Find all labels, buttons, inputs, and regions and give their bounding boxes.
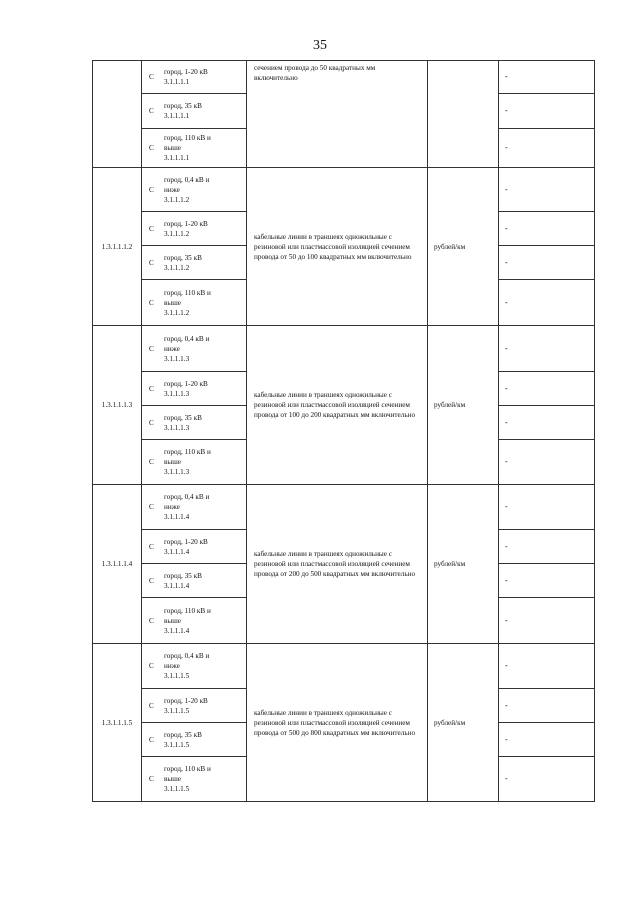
category-line: 3.1.1.1.3: [164, 389, 190, 398]
category-letter: С: [149, 662, 154, 670]
category-cell: [142, 564, 247, 598]
category-line: город, 0,4 кВ и: [164, 175, 210, 184]
value-cell: -: [499, 689, 595, 723]
category-letter: С: [149, 616, 154, 625]
category-line: 3.1.1.1.5: [164, 785, 190, 793]
category-line: город, 35 кВ: [164, 730, 202, 739]
category-line: 3.1.1.1.3: [164, 423, 190, 432]
category-letter: С: [149, 107, 154, 115]
category-cell: [142, 280, 247, 326]
category-letter: С: [149, 224, 154, 233]
category-line: 3.1.1.1.1: [164, 78, 190, 86]
page-number: 35: [313, 38, 327, 53]
category-cell: [142, 61, 247, 94]
table-row: [93, 168, 595, 212]
category-line: 3.1.1.1.3: [164, 468, 190, 476]
value-cell: -: [499, 644, 595, 689]
value-cell: -: [499, 280, 595, 326]
category-letter: С: [149, 458, 154, 466]
value-cell: -: [499, 168, 595, 212]
table-row: [93, 326, 595, 372]
category-line: город, 110 кВ и: [164, 288, 211, 297]
category-line: 3.1.1.1.4: [164, 513, 190, 521]
value-cell: -: [499, 94, 595, 129]
category-line: ниже: [164, 503, 180, 511]
category-line: 3.1.1.1.2: [164, 229, 190, 238]
category-line: ниже: [164, 662, 180, 670]
code-cell: 1.3.1.1.1.4: [93, 485, 142, 644]
category-letter: С: [149, 576, 154, 585]
category-letter: С: [149, 344, 154, 353]
category-line: город, 1-20 кВ: [164, 537, 208, 546]
category-line: город, 35 кВ: [164, 571, 202, 580]
category-line: 3.1.1.1.2: [164, 263, 190, 272]
table-row: [93, 485, 595, 530]
category-line: город, 35 кВ: [164, 102, 202, 110]
value-cell: -: [499, 598, 595, 644]
category-line: город, 35 кВ: [164, 413, 202, 422]
category-line: выше: [164, 458, 181, 466]
category-letter: С: [149, 144, 154, 152]
table-row: [93, 61, 595, 94]
category-line: ниже: [164, 185, 180, 194]
category-line: 3.1.1.1.1: [164, 154, 190, 162]
category-letter: С: [149, 503, 154, 511]
unit-cell: рублей/км: [428, 168, 499, 326]
category-line: 3.1.1.1.5: [164, 740, 190, 749]
category-line: город, 0,4 кВ и: [164, 493, 210, 501]
category-letter: С: [149, 542, 154, 551]
category-line: город, 35 кВ: [164, 253, 202, 262]
category-cell: [142, 129, 247, 168]
category-line: выше: [164, 616, 181, 625]
category-line: город, 110 кВ и: [164, 134, 211, 142]
tariff-table-body: [93, 61, 595, 802]
category-letter: С: [149, 384, 154, 393]
value-cell: -: [499, 757, 595, 802]
category-line: 3.1.1.1.5: [164, 672, 190, 680]
category-cell: [142, 406, 247, 440]
unit-cell: рублей/км: [428, 485, 499, 644]
category-line: выше: [164, 775, 181, 783]
category-line: 3.1.1.1.5: [164, 706, 190, 715]
category-line: 3.1.1.1.3: [164, 354, 190, 363]
category-cell: [142, 530, 247, 564]
category-line: город, 1-20 кВ: [164, 68, 208, 76]
code-cell: 1.3.1.1.1.5: [93, 644, 142, 802]
tariff-table: [92, 60, 595, 802]
value-cell: -: [499, 212, 595, 246]
category-line: 3.1.1.1.2: [164, 195, 190, 204]
category-cell: [142, 723, 247, 757]
category-cell: [142, 246, 247, 280]
category-cell: [142, 372, 247, 406]
description-cell: кабельные линии в траншеях одножильные с резиновой или пластмассовой изоляцией сечением провода от 500 до 800 квадратных мм включительно: [247, 644, 428, 802]
category-line: город, 0,4 кВ и: [164, 334, 210, 343]
category-line: город, 110 кВ и: [164, 765, 211, 773]
category-cell: [142, 644, 247, 689]
description-cell: кабельные линии в траншеях одножильные с резиновой или пластмассовой изоляцией сечением провода от 200 до 500 квадратных мм включительно: [247, 485, 428, 644]
category-letter: С: [149, 258, 154, 267]
category-letter: С: [149, 418, 154, 427]
category-line: ниже: [164, 344, 180, 353]
category-letter: С: [149, 735, 154, 744]
value-cell: -: [499, 372, 595, 406]
category-cell: [142, 689, 247, 723]
value-cell: -: [499, 326, 595, 372]
category-line: 3.1.1.1.1: [164, 112, 190, 120]
category-line: выше: [164, 298, 181, 307]
category-line: 3.1.1.1.4: [164, 581, 190, 590]
category-line: 3.1.1.1.4: [164, 626, 190, 635]
value-cell: -: [499, 485, 595, 530]
category-cell: [142, 598, 247, 644]
category-letter: С: [149, 775, 154, 783]
category-cell: [142, 485, 247, 530]
category-cell: [142, 94, 247, 129]
category-line: город, 0,4 кВ и: [164, 652, 210, 660]
category-letter: С: [149, 73, 154, 81]
value-cell: -: [499, 723, 595, 757]
category-cell: [142, 757, 247, 802]
category-line: 3.1.1.1.2: [164, 308, 190, 317]
category-cell: [142, 212, 247, 246]
value-cell: -: [499, 246, 595, 280]
category-cell: [142, 168, 247, 212]
category-letter: С: [149, 185, 154, 194]
description-cell: сечением провода до 50 квадратных мм включительно: [247, 61, 428, 168]
value-cell: -: [499, 129, 595, 168]
value-cell: -: [499, 564, 595, 598]
table-row: [93, 644, 595, 689]
category-line: город, 110 кВ и: [164, 606, 211, 615]
unit-cell: рублей/км: [428, 326, 499, 485]
unit-cell: рублей/км: [428, 644, 499, 802]
category-cell: [142, 440, 247, 485]
value-cell: -: [499, 440, 595, 485]
category-cell: [142, 326, 247, 372]
code-cell: 1.3.1.1.1.3: [93, 326, 142, 485]
category-letter: С: [149, 298, 154, 307]
category-line: город, 1-20 кВ: [164, 219, 208, 228]
category-letter: С: [149, 701, 154, 710]
value-cell: -: [499, 406, 595, 440]
category-line: город, 110 кВ и: [164, 448, 211, 456]
category-line: город, 1-20 кВ: [164, 696, 208, 705]
code-cell: 1.3.1.1.1.2: [93, 168, 142, 326]
value-cell: -: [499, 530, 595, 564]
description-cell: кабельные линии в траншеях одножильные с резиновой или пластмассовой изоляцией сечением провода от 50 до 100 квадратных мм включительно: [247, 168, 428, 326]
category-line: 3.1.1.1.4: [164, 547, 190, 556]
category-line: выше: [164, 144, 181, 152]
value-cell: -: [499, 61, 595, 94]
description-cell: кабельные линии в траншеях одножильные с резиновой или пластмассовой изоляцией сечением провода от 100 до 200 квадратных мм включительно: [247, 326, 428, 485]
code-cell: [93, 61, 142, 168]
unit-cell: [428, 61, 499, 168]
category-line: город, 1-20 кВ: [164, 379, 208, 388]
